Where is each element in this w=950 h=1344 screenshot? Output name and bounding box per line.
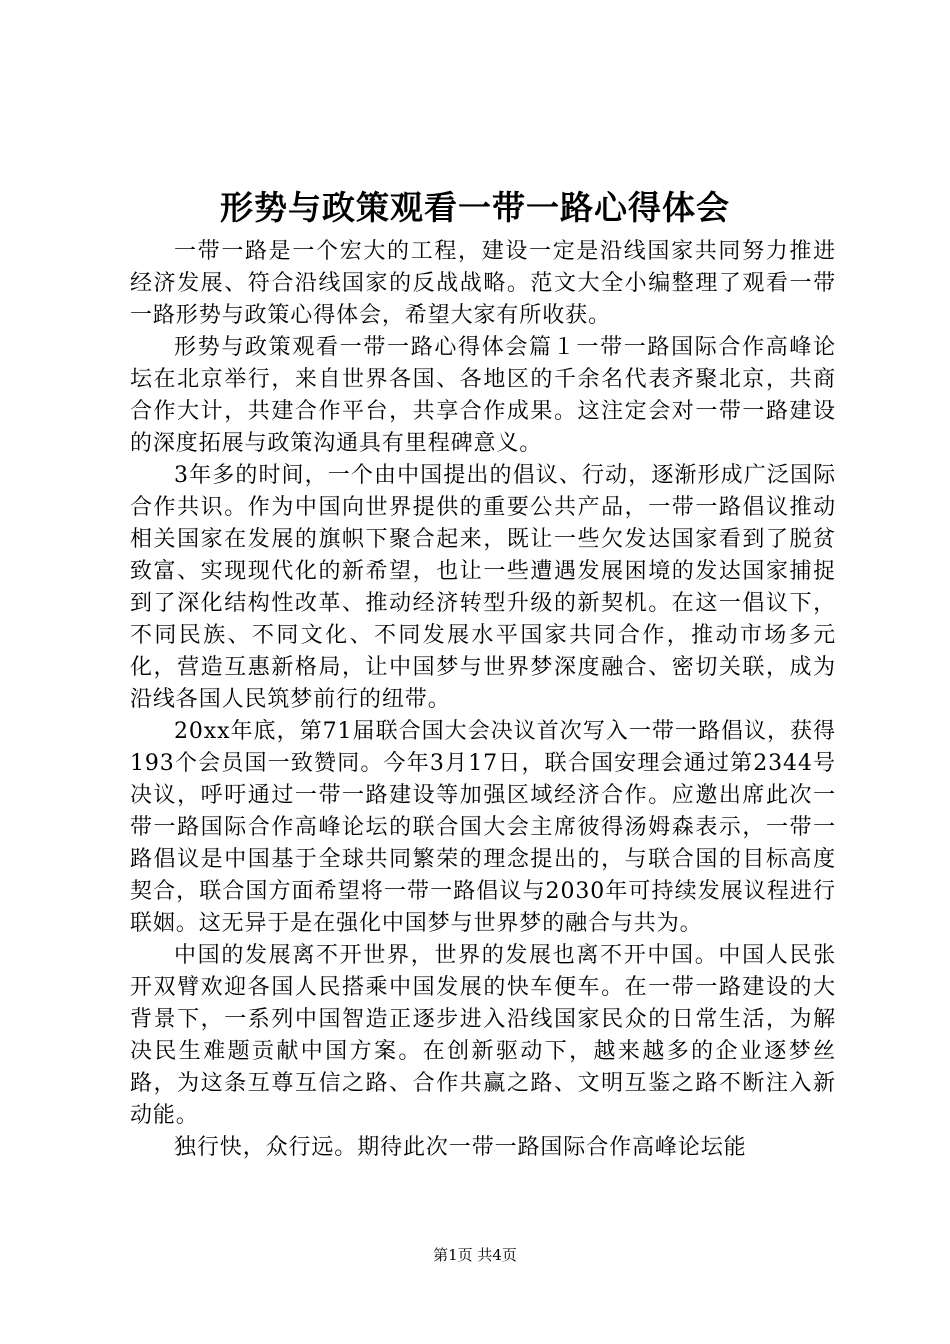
- document-body: [130, 236, 836, 1164]
- paragraph: 一带一路是一个宏大的工程，建设一定是沿线国家共同努力推进经济发展、符合沿线国家的反战战略。范文大全小编整理了观看一带一路形势与政策心得体会，希望大家有所收获。: [130, 239, 836, 328]
- paragraph: 形势与政策观看一带一路心得体会篇１一带一路国际合作高峰论坛在北京举行，来自世界各国、各地区的千余名代表齐聚北京，共商合作大计，共建合作平台，共享合作成果。这注定会对一带一路建设的深度拓展与政策沟通具有里程碑意义。: [130, 335, 836, 456]
- paragraph: 中国的发展离不开世界，世界的发展也离不开中国。中国人民张开双臂欢迎各国人民搭乘中国发展的快车便车。在一带一路建设的大背景下，一系列中国智造正逐步进入沿线国家民众的日常生活，为解决民生难题贡献中国方案。在创新驱动下，越来越多的企业逐梦丝路，为这条互尊互信之路、合作共赢之路、文明互鉴之路不断注入新动能。: [130, 943, 836, 1128]
- paragraph: 独行快，众行远。期待此次一带一路国际合作高峰论坛能: [174, 1135, 747, 1160]
- page-footer: 第1页 共4页: [433, 1246, 517, 1264]
- paragraph: 3年多的时间，一个由中国提出的倡议、行动，逐渐形成广泛国际合作共识。作为中国向世界提供的重要公共产品，一带一路倡议推动相关国家在发展的旗帜下聚合起来，既让一些欠发达国家看到了脱贫致富、实现现代化的新希望，也让一些遭遇发展困境的发达国家捕捉到了深化结构性改革、推动经济转型升级的新契机。在这一倡议下，不同民族、不同文化、不同发展水平国家共同合作，推动市场多元化，营造互惠新格局，让中国梦与世界梦深度融合、密切关联，成为沿线各国人民筑梦前行的纽带。: [130, 463, 836, 712]
- paragraph: 20xx年底，第71届联合国大会决议首次写入一带一路倡议，获得193个会员国一致赞同。今年3月17日，联合国安理会通过第2344号决议，呼吁通过一带一路建设等加强区域经济合作。应邀出席此次一带一路国际合作高峰论坛的联合国大会主席彼得汤姆森表示，一带一路倡议是中国基于全球共同繁荣的理念提出的，与联合国的目标高度契合，联合国方面希望将一带一路倡议与2030年可持续发展议程进行联姻。这无异于是在强化中国梦与世界梦的融合与共为。: [130, 719, 836, 936]
- document-title: 形势与政策观看一带一路心得体会: [220, 188, 730, 227]
